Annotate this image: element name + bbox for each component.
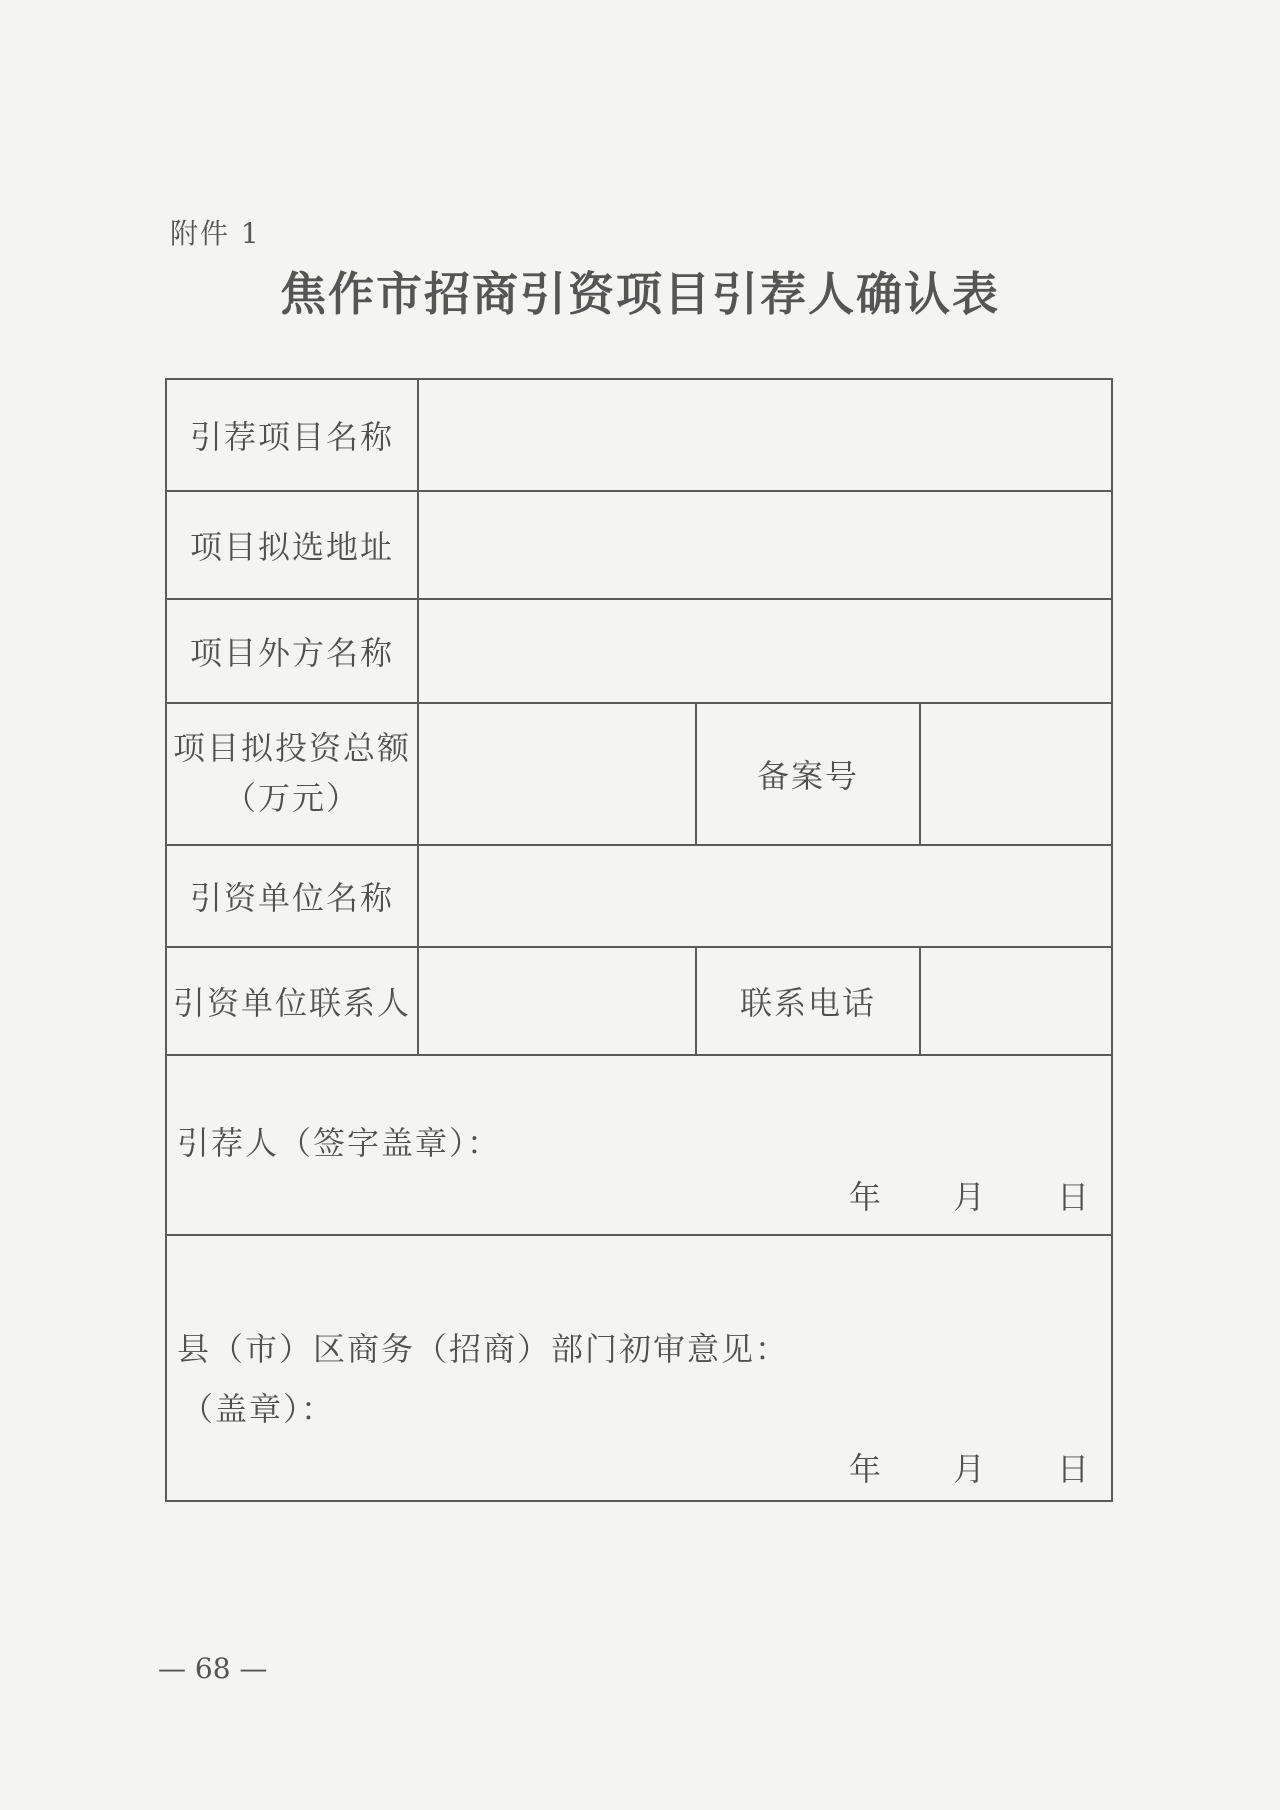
field-filing-no[interactable] <box>920 703 1112 845</box>
dept-date-day: 日 <box>1057 1450 1090 1488</box>
annex-label: 附件 1 <box>170 217 261 250</box>
label-investment <box>166 703 418 845</box>
label-seal: （盖章）： <box>181 1390 336 1428</box>
dept-date <box>849 1444 1089 1490</box>
referrer-date-year: 年 <box>848 1178 881 1216</box>
label-project-name: 引荐项目名称 <box>166 379 418 491</box>
dept-date-month: 月 <box>953 1450 986 1488</box>
page-number: — 68 — <box>158 1652 268 1685</box>
field-site[interactable] <box>418 491 1112 599</box>
field-investment[interactable] <box>418 703 696 845</box>
label-investment-line2: （万元） <box>223 779 360 817</box>
label-filing-no: 备案号 <box>696 703 920 845</box>
field-project-name[interactable] <box>418 379 1112 491</box>
label-phone: 联系电话 <box>696 947 920 1055</box>
referrer-sign-block[interactable] <box>166 1055 1112 1235</box>
confirmation-form-table <box>165 378 1113 1502</box>
row-foreign-party <box>166 599 1112 703</box>
row-investment <box>166 703 1112 845</box>
field-unit-name[interactable] <box>418 845 1112 947</box>
label-foreign-party: 项目外方名称 <box>166 599 418 703</box>
label-unit-contact: 引资单位联系人 <box>166 947 418 1055</box>
row-unit-name <box>166 845 1112 947</box>
row-referrer-sign <box>166 1055 1112 1235</box>
label-investment-line1: 项目拟投资总额 <box>172 729 411 768</box>
label-referrer-sign: 引荐人（签字盖章）： <box>177 1124 502 1162</box>
referrer-date <box>849 1172 1089 1218</box>
field-unit-contact[interactable] <box>418 947 696 1055</box>
row-project-name <box>166 379 1112 491</box>
row-dept-opinion <box>166 1235 1112 1501</box>
field-phone[interactable] <box>920 947 1112 1055</box>
referrer-date-day: 日 <box>1057 1178 1090 1216</box>
dept-date-year: 年 <box>848 1450 881 1488</box>
page-title: 焦作市招商引资项目引荐人确认表 <box>280 267 1000 321</box>
label-dept-opinion: 县（市）区商务（招商）部门初审意见： <box>177 1330 790 1368</box>
row-site <box>166 491 1112 599</box>
referrer-date-month: 月 <box>953 1178 986 1216</box>
row-unit-contact <box>166 947 1112 1055</box>
dept-opinion-block[interactable] <box>166 1235 1112 1501</box>
label-site: 项目拟选地址 <box>166 491 418 599</box>
field-foreign-party[interactable] <box>418 599 1112 703</box>
label-unit-name: 引资单位名称 <box>166 845 418 947</box>
